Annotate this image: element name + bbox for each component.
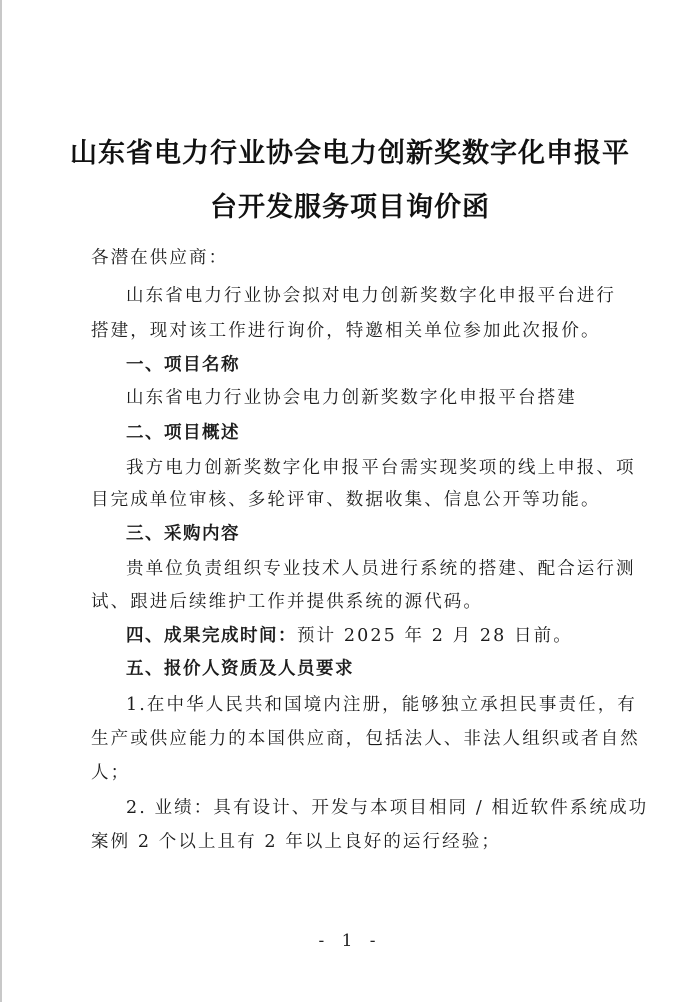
section4-body: 预计 2025 年 2 月 28 日前。 bbox=[297, 626, 573, 646]
section3-line1: 贵单位负责组织专业技术人员进行系统的搭建、配合运行测 bbox=[126, 559, 636, 579]
section3-heading: 三、采购内容 bbox=[126, 524, 240, 544]
document-title-line2: 台开发服务项目询价函 bbox=[210, 192, 490, 223]
section2-line2: 目完成单位审核、多轮评审、数据收集、信息公开等功能。 bbox=[91, 490, 601, 510]
section5-item2-line2: 案例 2 个以上且有 2 年以上良好的运行经验； bbox=[91, 832, 501, 852]
section5-item1-line2: 生产或供应能力的本国供应商，包括法人、非法人组织或者自然 bbox=[91, 729, 640, 749]
section2-line1: 我方电力创新奖数字化申报平台需实现奖项的线上申报、项 bbox=[126, 458, 636, 478]
section1-body: 山东省电力行业协会电力创新奖数字化申报平台搭建 bbox=[126, 388, 577, 408]
intro-line2: 搭建，现对该工作进行询价，特邀相关单位参加此次报价。 bbox=[91, 321, 601, 341]
section5-item2-line1: 2. 业绩：具有设计、开发与本项目相同 / 相近软件系统成功 bbox=[126, 798, 649, 818]
section5-heading: 五、报价人资质及人员要求 bbox=[126, 659, 354, 679]
section2-heading: 二、项目概述 bbox=[126, 423, 240, 443]
section4-line bbox=[126, 623, 656, 649]
section3-line2: 试、跟进后续维护工作并提供系统的源代码。 bbox=[91, 592, 483, 612]
section5-item1-line3: 人； bbox=[91, 763, 131, 783]
section5-item1-line1: 1.在中华人民共和国境内注册，能够独立承担民事责任，有 bbox=[126, 695, 637, 715]
salutation: 各潜在供应商： bbox=[91, 248, 229, 268]
page-number: - 1 - bbox=[318, 931, 382, 951]
section1-heading: 一、项目名称 bbox=[126, 355, 240, 375]
intro-line1: 山东省电力行业协会拟对电力创新奖数字化申报平台进行 bbox=[126, 286, 616, 306]
scan-edge bbox=[0, 0, 2, 1002]
document-title-line1: 山东省电力行业协会电力创新奖数字化申报平 bbox=[70, 138, 630, 169]
section4-heading: 四、成果完成时间： bbox=[126, 626, 297, 646]
